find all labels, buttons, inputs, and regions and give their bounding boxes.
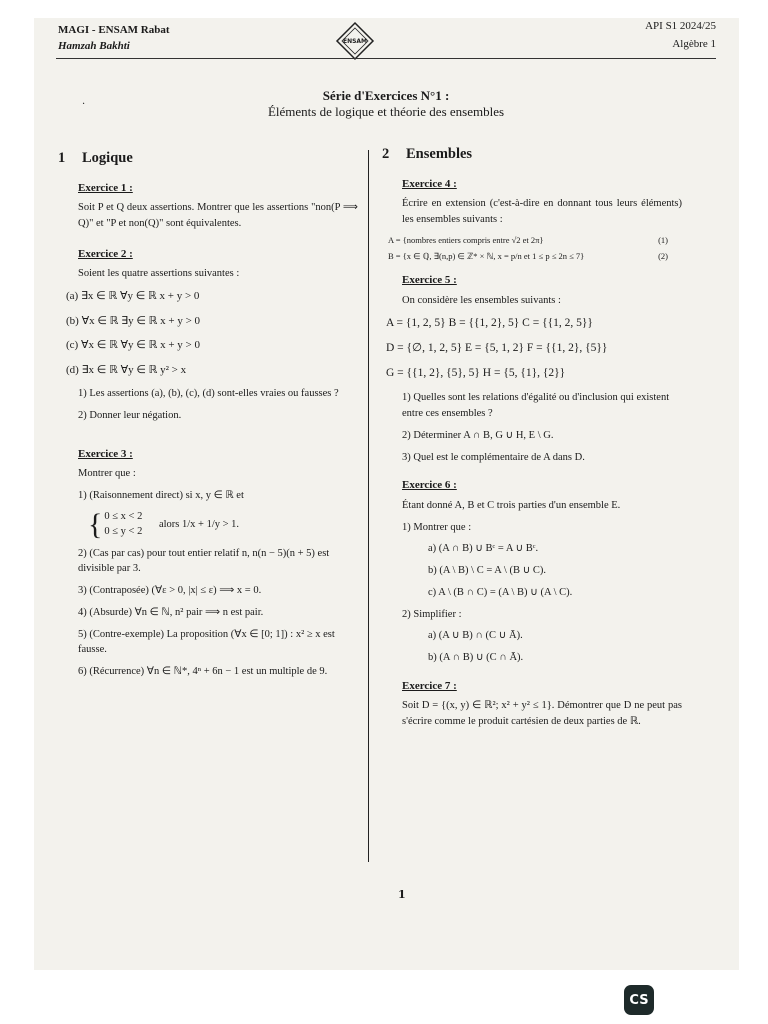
camscanner-badge-icon: CS — [624, 985, 654, 1015]
exercise-6-q1b: b) (A \ B) \ C = A \ (B ∪ C). — [428, 565, 547, 576]
section-title: Logique — [82, 150, 133, 166]
equation-tag-2: (2) — [658, 250, 668, 261]
header-rule — [56, 58, 716, 59]
section-number: 2 — [382, 146, 390, 162]
exercise-3-q1-system — [88, 507, 358, 541]
column-divider — [368, 150, 369, 862]
exercise-6-title: Exercice 6 : — [402, 479, 457, 492]
exercise-6-intro: Étant donné A, B et C trois parties d'un ensemble E. — [402, 499, 621, 511]
exercise-6-q2a: a) (A ∪ B) ∩ (C ∪ Ā). — [428, 630, 523, 642]
exercise-5-title: Exercice 5 : — [402, 274, 457, 287]
system-line-1: 0 ≤ x < 2 — [104, 510, 143, 522]
exercise-5-q3: 3) Quel est le complémentaire de A dans D. — [402, 451, 585, 463]
exercise-2-q1: 1) Les assertions (a), (b), (c), (d) sont-elles vraies ou fausses ? — [78, 388, 339, 399]
system-conclusion: alors 1/x + 1/y > 1. — [158, 518, 240, 530]
section-title: Ensembles — [406, 146, 473, 162]
exercise-3-q4: 4) (Absurde) ∀n ∈ ℕ, n² pair ⟹ n est pair. — [78, 606, 264, 618]
exercise-6-q1c: c) A \ (B ∩ C) = (A \ B) ∪ (A \ C). — [428, 586, 573, 598]
section-ensembles — [382, 144, 682, 166]
set-a-definition — [388, 234, 668, 247]
sets-line-2: D = {∅, 1, 2, 5} E = {5, 1, 2} F = {{1, 2}, {5}} — [386, 341, 608, 354]
logo-text: ENSAM — [342, 38, 368, 45]
assertion-d: (d) ∃x ∈ ℝ ∀y ∈ ℝ y² > x — [66, 363, 187, 376]
set-b-equation: B = {x ∈ ℚ, ∃(n,p) ∈ ℤ* × ℕ, x = p/n et 1 ≤ p ≤ 2n ≤ 7} — [388, 250, 585, 261]
exercise-3-q6: 6) (Récurrence) ∀n ∈ ℕ*, 4ⁿ + 6n − 1 est un multiple de 9. — [78, 666, 328, 677]
page-number: 1 — [398, 888, 406, 901]
assertion-b: (b) ∀x ∈ ℝ ∃y ∈ ℝ x + y > 0 — [66, 314, 201, 327]
author-name: Hamzah Bakhti — [58, 40, 130, 52]
exercise-4-title: Exercice 4 : — [402, 177, 457, 190]
left-column — [58, 148, 358, 686]
exercise-4-text: Écrire en extension (c'est-à-dire en donnant tous leurs éléments) les ensembles suivants : — [402, 198, 682, 225]
exercise-5-intro: On considère les ensembles suivants : — [402, 294, 561, 306]
section-logique — [58, 148, 358, 170]
sets-line-3: G = {{1, 2}, {5}, 5} H = {5, {1}, {2}} — [386, 367, 566, 379]
exercise-3-q3: 3) (Contraposée) (∀ε > 0, |x| ≤ ε) ⟹ x = 0. — [78, 585, 262, 596]
set-b-definition — [388, 250, 668, 263]
set-a-equation: A = {nombres entiers compris entre √2 et 2π} — [388, 234, 544, 245]
equation-tag-1: (1) — [658, 234, 668, 245]
academic-year: API S1 2024/25 — [645, 20, 716, 32]
exercise-6-q1: 1) Montrer que : — [402, 521, 472, 533]
doc-title: Série d'Exercices N°1 : — [322, 88, 450, 103]
exercise-2-title: Exercice 2 : — [78, 247, 133, 260]
exercise-3-q2: 2) (Cas par cas) pour tout entier relatif n, n(n − 5)(n + 5) est divisible par 3. — [78, 547, 330, 575]
assertion-a: (a) ∃x ∈ ℝ ∀y ∈ ℝ x + y > 0 — [66, 290, 200, 302]
exercise-3-title: Exercice 3 : — [78, 447, 133, 460]
right-column — [382, 144, 682, 736]
exercise-5-q1: 1) Quelles sont les relations d'égalité ou d'inclusion qui existent entre ces ensembles ? — [402, 392, 670, 419]
exercise-1-title: Exercice 1 : — [78, 181, 133, 194]
sets-line-1: A = {1, 2, 5} B = {{1, 2}, 5} C = {{1, 2, 5}} — [386, 316, 593, 329]
exercise-6-q2: 2) Simplifier : — [402, 608, 462, 620]
course-name: Algèbre 1 — [672, 38, 716, 50]
assertion-c: (c) ∀x ∈ ℝ ∀y ∈ ℝ x + y > 0 — [66, 339, 201, 351]
brace-icon: { — [88, 507, 103, 541]
ensam-logo-icon — [335, 21, 375, 61]
stray-dot: . — [82, 96, 86, 107]
exercise-3-q1: 1) (Raisonnement direct) si x, y ∈ ℝ et — [78, 489, 244, 501]
exercise-5-q2: 2) Déterminer A ∩ B, G ∪ H, E \ G. — [402, 429, 554, 441]
doc-subtitle: Éléments de logique et théorie des ensembles — [267, 104, 505, 119]
exercise-7-title: Exercice 7 : — [402, 679, 457, 692]
school-name: MAGI - ENSAM Rabat — [58, 24, 170, 36]
exercise-1-text: Soit P et Q deux assertions. Montrer que les assertions "non(P ⟹ Q)" et "P et non(Q)" sont équivalentes. — [78, 202, 358, 229]
system-line-2: 0 ≤ y < 2 — [104, 525, 143, 537]
section-number: 1 — [58, 150, 66, 166]
exercise-6-q1a: a) (A ∩ B) ∪ Bᶜ = A ∪ Bᶜ. — [428, 543, 539, 555]
exercise-3-q5: 5) (Contre-exemple) La proposition (∀x ∈ [0; 1]) : x² ≥ x est fausse. — [78, 628, 335, 656]
exercise-2-q2: 2) Donner leur négation. — [78, 409, 182, 421]
exercise-3-intro: Montrer que : — [78, 468, 136, 479]
exercise-2-intro: Soient les quatre assertions suivantes : — [78, 268, 240, 280]
exercise-6-q2b: b) (A ∩ B) ∪ (C ∩ Ā). — [428, 652, 524, 663]
exercise-7-text: Soit D = {(x, y) ∈ ℝ²; x² + y² ≤ 1}. Démontrer que D ne peut pas s'écrire comme le produit cartésien de deux parties de ℝ. — [402, 700, 682, 727]
